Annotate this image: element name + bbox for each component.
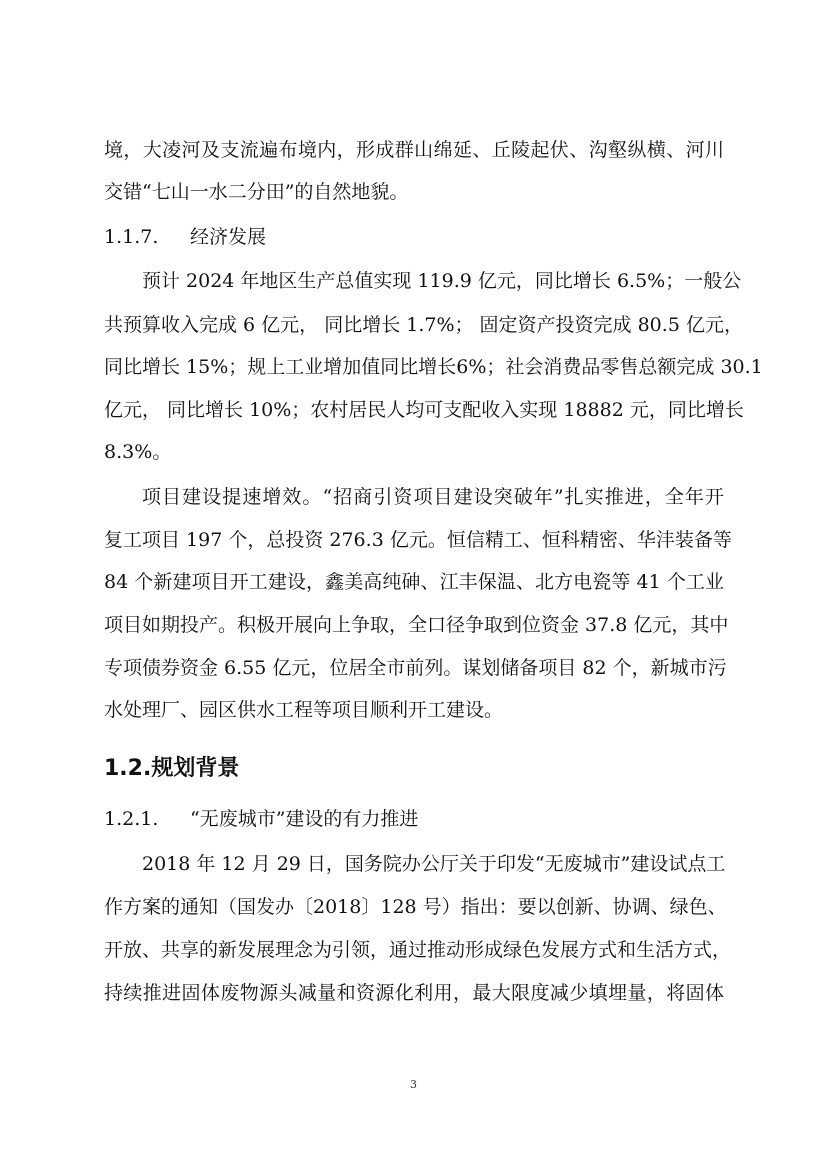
section-number: 1.2.1.	[104, 808, 159, 830]
page-number: 3	[410, 1078, 417, 1091]
paragraph-line: 境，大凌河及支流遍布境内，形成群山绵延、丘陵起伏、沟壑纵横、河川	[104, 139, 724, 161]
paragraph-line: 持续推进固体废物源头减量和资源化利用，最大限度减少填埋量，将固体	[104, 982, 724, 1004]
paragraph-line: 项目如期投产。积极开展向上争取，全口径争取到位资金 37.8 亿元，其中	[104, 614, 729, 636]
section-title: “无废城市”建设的有力推进	[190, 808, 419, 830]
paragraph-line: 专项债券资金 6.55 亿元，位居全市前列。谋划储备项目 82 个，新城市污	[104, 657, 727, 679]
section-heading-1-2-1	[104, 810, 418, 829]
paragraph-line: 复工项目 197 个，总投资 276.3 亿元。恒信精工、恒科精密、华沣装备等	[104, 529, 732, 551]
paragraph-line: 84 个新建项目开工建设，鑫美高纯砷、江丰保温、北方电瓷等 41 个工业	[104, 571, 724, 593]
section-number: 1.1.7.	[104, 226, 159, 248]
paragraph-line: 开放、共享的新发展理念为引领，通过推动形成绿色发展方式和生活方式，	[104, 939, 732, 961]
paragraph-line: 亿元， 同比增长 10%；农村居民人均可支配收入实现 18882 元，同比增长	[104, 399, 744, 421]
paragraph-line: 8.3%。	[104, 441, 172, 463]
section-heading-1-1-7	[104, 228, 266, 247]
paragraph-line: 水处理厂、园区供水工程等项目顺利开工建设。	[104, 699, 504, 721]
section-title: 经济发展	[190, 226, 267, 248]
paragraph-line: 预计 2024 年地区生产总值实现 119.9 亿元，同比增长 6.5%；一般公	[142, 270, 742, 292]
paragraph-line: 交错“七山一水二分田”的自然地貌。	[104, 181, 409, 203]
paragraph-line: 项目建设提速增效。“招商引资项目建设突破年”扎实推进，全年开	[142, 486, 724, 508]
paragraph-line: 共预算收入完成 6 亿元， 同比增长 1.7%； 固定资产投资完成 80.5 亿元，	[104, 314, 743, 336]
paragraph-line: 同比增长 15%；规上工业增加值同比增长6%；社会消费品零售总额完成 30.1	[104, 356, 763, 378]
paragraph-line: 2018 年 12 月 29 日，国务院办公厅关于印发“无废城市”建设试点工	[142, 853, 726, 875]
paragraph-line: 作方案的通知（国发办〔2018〕128 号）指出：要以创新、协调、绿色、	[104, 896, 727, 918]
section-heading-1-2: 1.2.规划背景	[104, 756, 240, 781]
